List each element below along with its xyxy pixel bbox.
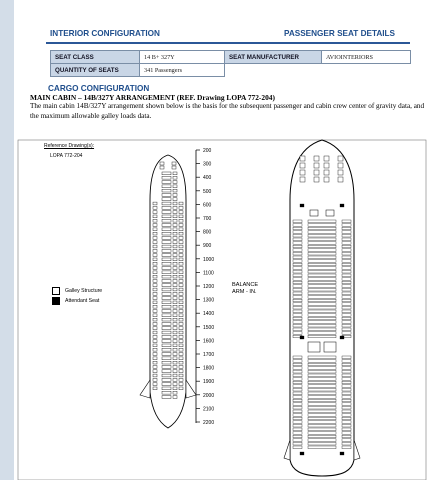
scale-tick-label: 1900 (203, 379, 215, 386)
quantity-of-seats-value: 341 Passengers (140, 64, 225, 77)
scale-tick-label: 2100 (203, 406, 215, 413)
interior-configuration-heading: INTERIOR CONFIGURATION (50, 29, 160, 38)
balance-arm-label (232, 282, 258, 296)
legend-galley-structure (52, 287, 102, 295)
attendant-seat-swatch (52, 297, 60, 305)
scale-tick-label: 1000 (203, 256, 215, 263)
scale-tick-label: 200 (203, 148, 212, 154)
scale-tick-label: 900 (203, 243, 212, 250)
scale-tick-label: 1300 (203, 297, 215, 304)
cargo-configuration-heading: CARGO CONFIGURATION (48, 84, 150, 93)
scale-tick-label: 1500 (203, 324, 215, 331)
reference-drawing-label: Reference Drawing(s): (44, 143, 95, 149)
seat-class-value: 14 B+ 327Y (140, 51, 225, 64)
left-seat-map (140, 155, 196, 428)
balance-line-1: BALANCE (232, 282, 259, 288)
scale-tick-label: 400 (203, 175, 212, 182)
right-seat-map (284, 140, 360, 476)
scale-tick-label: 800 (203, 229, 212, 236)
description-paragraph: The main cabin 14B/327Y arrangement shown below is the basis for the subsequent passenger and cabin crew center of gravity data, and the maximum allowable galley loads data. (30, 102, 425, 120)
scale-tick-label: 1800 (203, 365, 215, 372)
seat-class-label: SEAT CLASS (51, 51, 140, 64)
scale-tick-label: 1700 (203, 352, 215, 358)
legend-attendant-seat (52, 297, 99, 305)
scale-tick-label: 1400 (203, 311, 215, 318)
scale-tick-label: 1600 (203, 338, 215, 345)
scale-tick-label: 700 (203, 216, 212, 222)
seat-manufacturer-value: AVIOINTERIORS (322, 51, 411, 64)
galley-structure-swatch (52, 287, 60, 295)
scale-tick-label: 500 (203, 188, 212, 195)
legend-label: Attendant Seat (65, 298, 100, 304)
drawing-frame (18, 140, 426, 480)
quantity-of-seats-label: QUANTITY OF SEATS (51, 64, 140, 77)
main-cabin-title: MAIN CABIN – 14B/327Y ARRANGEMENT (REF. Drawing LOPA 772-204) (30, 93, 275, 102)
scale-tick-label: 1200 (203, 284, 215, 290)
balance-arm-scale (196, 148, 214, 426)
balance-line-2: ARM - IN. (232, 289, 257, 295)
passenger-seat-details-heading: PASSENGER SEAT DETAILS (284, 29, 395, 38)
scale-tick-label: 2200 (203, 420, 215, 426)
legend-label: Galley Structure (65, 288, 103, 294)
seat-manufacturer-label: SEAT MANUFACTURER (225, 51, 322, 64)
scale-tick-label: 2000 (203, 392, 215, 399)
scale-tick-label: 1100 (203, 270, 214, 277)
scale-tick-label: 300 (203, 161, 212, 168)
reference-drawing-value: LOPA 772-204 (50, 153, 83, 159)
scale-tick-label: 600 (203, 202, 212, 209)
